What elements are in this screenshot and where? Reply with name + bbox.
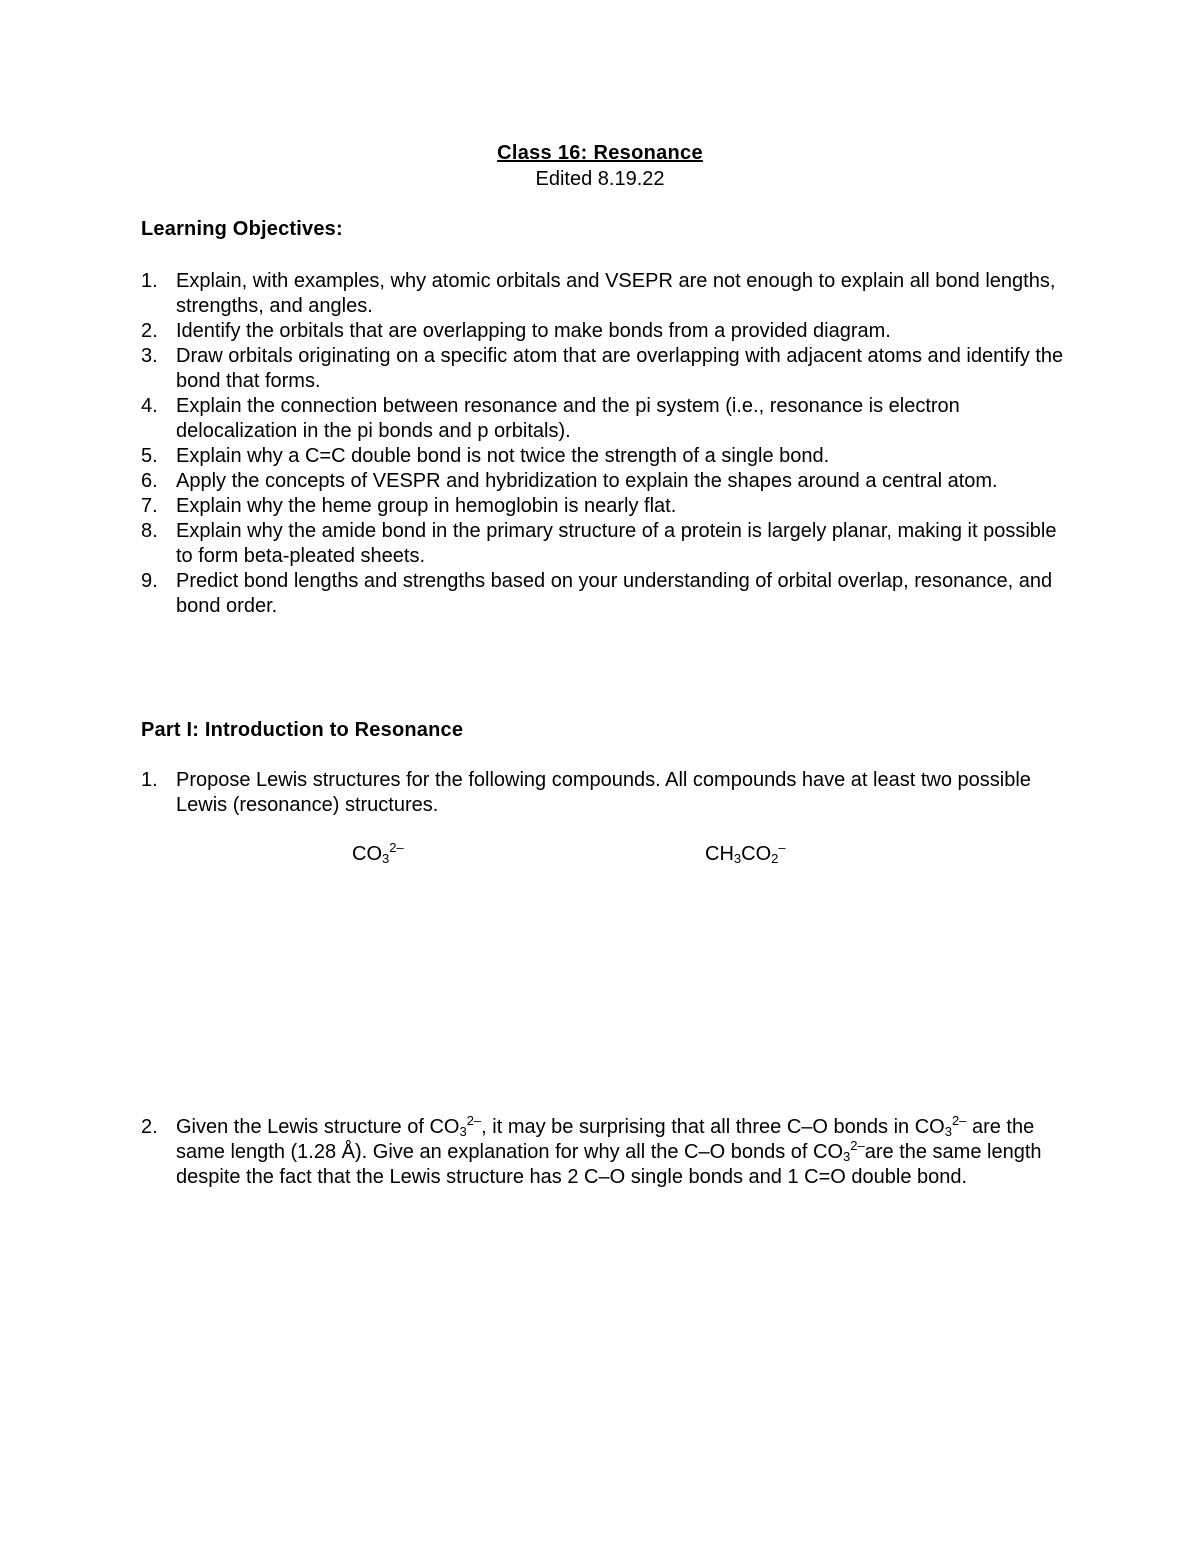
list-item: 7. Explain why the heme group in hemoglobin is nearly flat. (141, 495, 677, 517)
list-item: 4. Explain the connection between resonance and the pi system (i.e., resonance is electron delocalization in the pi bonds and p orbitals). (141, 395, 960, 442)
list-item: 9. Predict bond lengths and strengths based on your understanding of orbital overlap, resonance, and bond order. (141, 570, 1053, 617)
part1-question-1 (141, 768, 1071, 818)
list-item: 5. Explain why a C=C double bond is not twice the strength of a single bond. (141, 445, 830, 467)
list-item: 6. Apply the concepts of VESPR and hybridization to explain the shapes around a central atom. (141, 470, 998, 492)
formula-acetate: $CH_3CO_2^-$ (705, 840, 786, 866)
formula-carbonate: $CO_3^{2-}$ (352, 840, 404, 866)
objectives-heading: Learning Objectives: (141, 218, 343, 240)
list-item: 3. Draw orbitals originating on a specific atom that are overlapping with adjacent atoms and identify the bond that forms. (141, 345, 1064, 392)
edited-date: Edited 8.19.22 (535, 168, 665, 190)
part1-question-2 (141, 1115, 1071, 1190)
page-title: Class 16: Resonance (497, 142, 703, 164)
list-item: 1. Explain, with examples, why atomic orbitals and VSEPR are not enough to explain all bond lengths, strengths, and angles. (141, 270, 1056, 317)
objectives-list (141, 269, 1071, 619)
list-item: 1. Propose Lewis structures for the following compounds. All compounds have at least two possible Lewis (resonance) structures. (141, 769, 1031, 816)
list-item: 8. Explain why the amide bond in the primary structure of a protein is largely planar, making it possible to form beta-pleated sheets. (141, 520, 1057, 567)
list-item: 2. Identify the orbitals that are overlapping to make bonds from a provided diagram. (141, 320, 891, 342)
list-item: 2. Given the Lewis structure of $CO_3^{2-}$, it may be surprising that all three C–O bonds in $CO_3^{2-}$ are the same length (1.28 Å). Give an explanation for why all the C–O bonds of $CO_3^{2-}are$ the same length despite the fact that the Lewis structure has 2 C–O single bonds and 1 C=O double bond. (141, 1113, 1042, 1188)
part1-heading: Part I: Introduction to Resonance (141, 719, 464, 741)
